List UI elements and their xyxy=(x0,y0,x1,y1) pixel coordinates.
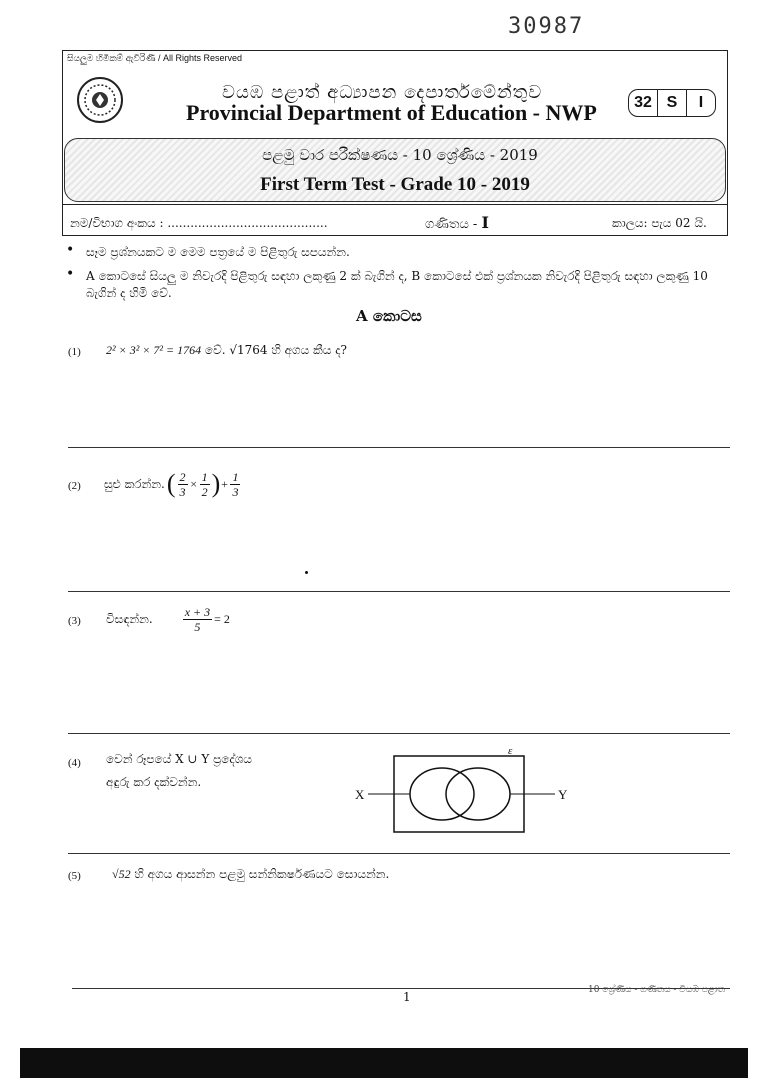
fraction: $\frac{1}{3}$ xyxy=(232,469,239,499)
instruction-1: සෑම ප්‍රශ්නයකට ම මෙම පත්‍රයේ ම පිළිතුරු සපයන්න. xyxy=(86,245,350,259)
test-title-english: First Term Test - Grade 10 - 2019 xyxy=(260,174,530,195)
bullet-icon: • xyxy=(66,266,75,282)
fraction: $\frac{2}{3}$ xyxy=(179,469,186,499)
q1-text: වේ. √1764 හි අගය කීය ද? xyxy=(204,343,347,357)
question-3 xyxy=(106,598,230,640)
question-number: (3) xyxy=(68,615,81,627)
question-number: (1) xyxy=(68,346,81,358)
answer-separator xyxy=(68,733,730,734)
question-number: (5) xyxy=(68,870,81,882)
times-sign: × xyxy=(189,476,198,491)
subject-name: ගණිතය - xyxy=(425,217,482,232)
header-divider xyxy=(62,204,728,205)
paper-number: I xyxy=(481,213,489,232)
venn-label-y: Y xyxy=(558,787,568,802)
q5-expression: √52 xyxy=(112,867,131,881)
code-subject: S xyxy=(658,90,687,116)
question-number: (4) xyxy=(68,757,81,769)
set-x-circle xyxy=(410,768,474,820)
venn-label-x: X xyxy=(355,787,365,802)
time-allowed: කාලය: පැය 02 යි. xyxy=(612,216,707,230)
instruction-2: A කොටසේ සියලු ම නිවැරදි පිළිතුරු සඳහා ලකුණු 2 ක් බැගින් ද, B කොටසේ එක් ප්‍රශ්නයක නිවැරදි පිළිතුරු සඳහා ලකුණු 10 බැගින් ද හිමි වේ. xyxy=(86,269,708,300)
question-1 xyxy=(106,343,347,358)
q4-text-line2: අඳුරු කර දක්වන්න. xyxy=(106,775,202,789)
name-index-field: නම/විභාග අංකය : .......................................... xyxy=(70,216,328,230)
q5-text: හි අගය ආසන්න පළමු සන්නිකර්ෂණයට සොයන්න. xyxy=(134,867,390,881)
q1-expression: 2² × 3² × 7² = 1764 xyxy=(106,343,202,357)
handwritten-number: 30987 xyxy=(508,14,585,39)
emblem-icon xyxy=(76,76,124,124)
code-paper: I xyxy=(698,94,704,111)
test-title-sinhala: පළමු වාර පරීක්ෂණය - 10 ශ්‍රේණිය - 2019 xyxy=(262,146,538,164)
close-paren: ) xyxy=(211,469,221,498)
q2-text: සුළු කරන්න. xyxy=(104,476,165,491)
venn-diagram xyxy=(350,746,580,836)
answer-separator xyxy=(68,447,730,448)
q4-text-line1: වෙන් රූපයේ X ∪ Y ප්‍රදේශය xyxy=(106,752,252,766)
question-number: (2) xyxy=(68,480,81,492)
speck xyxy=(305,571,308,574)
paper-code xyxy=(628,89,716,117)
bullet-icon: • xyxy=(66,242,75,258)
universal-set-rect xyxy=(394,756,524,832)
code-grade: 32 xyxy=(629,90,658,116)
fraction: $\frac{1}{2}$ xyxy=(201,469,208,499)
department-sinhala: වයඹ පළාත් අධ්‍යාපන දෙපාර්තමේන්තුව xyxy=(222,82,543,103)
subject-label xyxy=(425,213,489,232)
department-english: Provincial Department of Education - NWP xyxy=(186,100,597,125)
plus-sign: + xyxy=(220,476,229,491)
page-number: 1 xyxy=(403,990,411,1004)
footer-text: 10 ශ්‍රේණිය - ගණිතය - වියඹ පළාත xyxy=(588,985,726,995)
answer-separator xyxy=(68,591,730,592)
set-y-circle xyxy=(446,768,510,820)
q3-rhs: = 2 xyxy=(214,611,230,626)
question-5 xyxy=(112,867,389,882)
venn-label-universal: ε xyxy=(508,745,513,757)
rights-reserved: සියලුම හිමිකම් ඇවිරිණි / All Rights Reserved xyxy=(67,53,242,63)
scan-edge-bar xyxy=(20,1048,748,1078)
answer-separator xyxy=(68,853,730,854)
part-a-title: A කොටස xyxy=(356,307,422,325)
fraction: $\frac{x + 3}{5}$ xyxy=(184,604,211,634)
open-paren: ( xyxy=(166,469,176,498)
q3-text: විසඳන්න. xyxy=(106,611,153,626)
question-2 xyxy=(104,463,242,505)
